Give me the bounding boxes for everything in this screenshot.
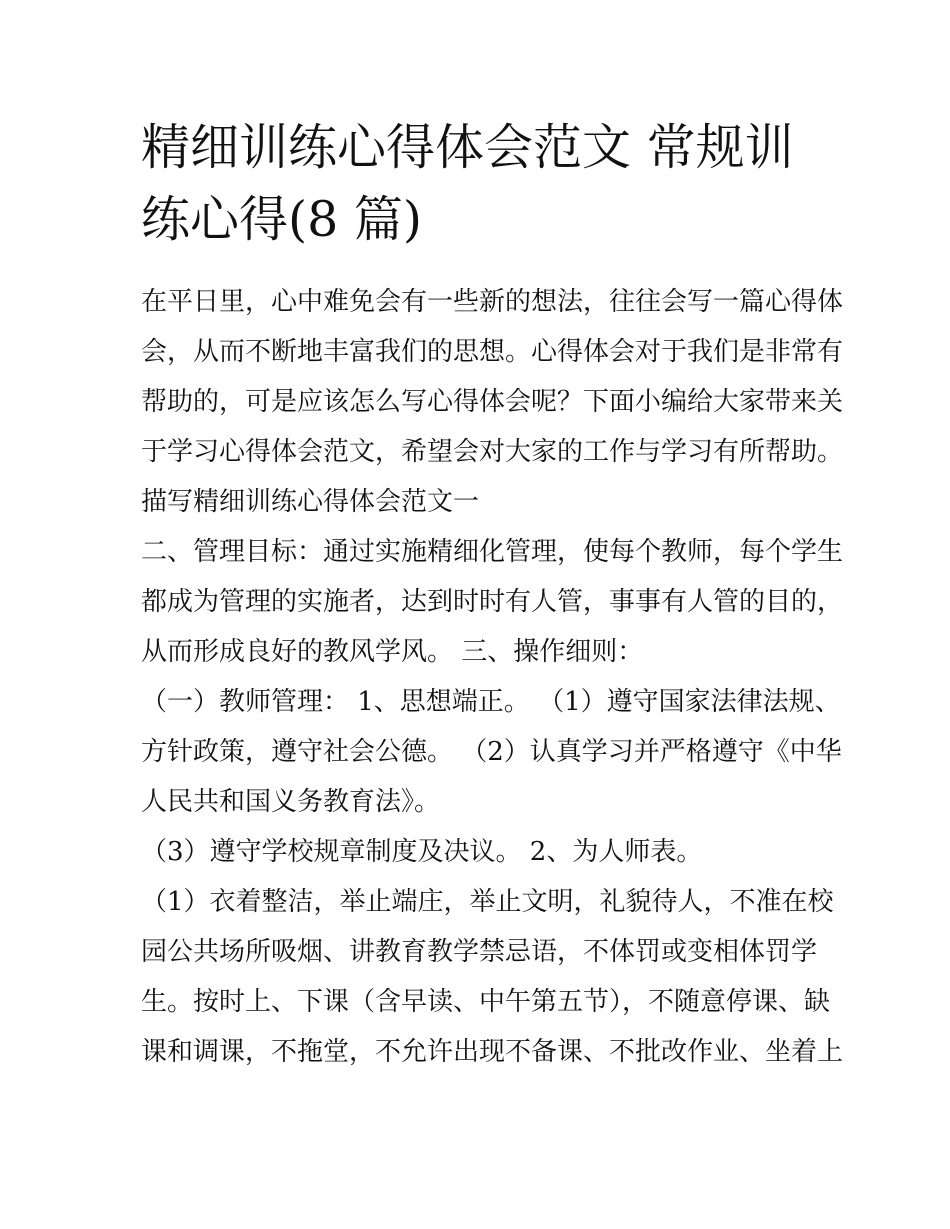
body-line: 在平日里，心中难免会有一些新的想法，往往会写一篇心得体 <box>141 287 844 317</box>
body-line: 于学习心得体会范文，希望会对大家的工作与学习有所帮助。 <box>141 437 844 467</box>
body-line: 方针政策，遵守社会公德。 （2）认真学习并严格遵守《中华 <box>141 737 842 767</box>
section-heading: 描写精细训练心得体会范文一 <box>141 487 480 517</box>
document-title <box>141 112 821 256</box>
body-line: 从而形成良好的教风学风。 三、操作细则： <box>141 637 644 667</box>
body-line: 园公共场所吸烟、讲教育教学禁忌语，不体罚或变相体罚学 <box>141 937 818 967</box>
body-line: （一）教师管理： 1、思想端正。 （1）遵守国家法律法规、 <box>141 687 841 717</box>
body-line: 会，从而不断地丰富我们的思想。心得体会对于我们是非常有 <box>141 337 844 367</box>
document-body <box>141 280 844 1074</box>
body-line: 生。按时上、下课（含早读、中午第五节），不随意停课、缺 <box>141 987 831 1017</box>
body-line: 都成为管理的实施者，达到时时有人管，事事有人管的目的， <box>141 587 844 617</box>
title-line: 练心得(8 篇) <box>141 191 422 248</box>
title-line: 精细训练心得体会范文 常规训 <box>141 119 794 176</box>
body-line: 课和调课，不拖堂，不允许出现不备课、不批改作业、坐着上 <box>141 1037 844 1067</box>
body-line: （3）遵守学校规章制度及决议。 2、为人师表。 <box>141 837 703 867</box>
body-line: 帮助的，可是应该怎么写心得体会呢？下面小编给大家带来关 <box>141 387 844 417</box>
body-line: 二、管理目标：通过实施精细化管理，使每个教师，每个学生 <box>141 537 844 567</box>
body-line: （1）衣着整洁，举止端庄，举止文明，礼貌待人，不准在校 <box>141 887 834 917</box>
body-line: 人民共和国义务教育法》。 <box>141 787 441 817</box>
